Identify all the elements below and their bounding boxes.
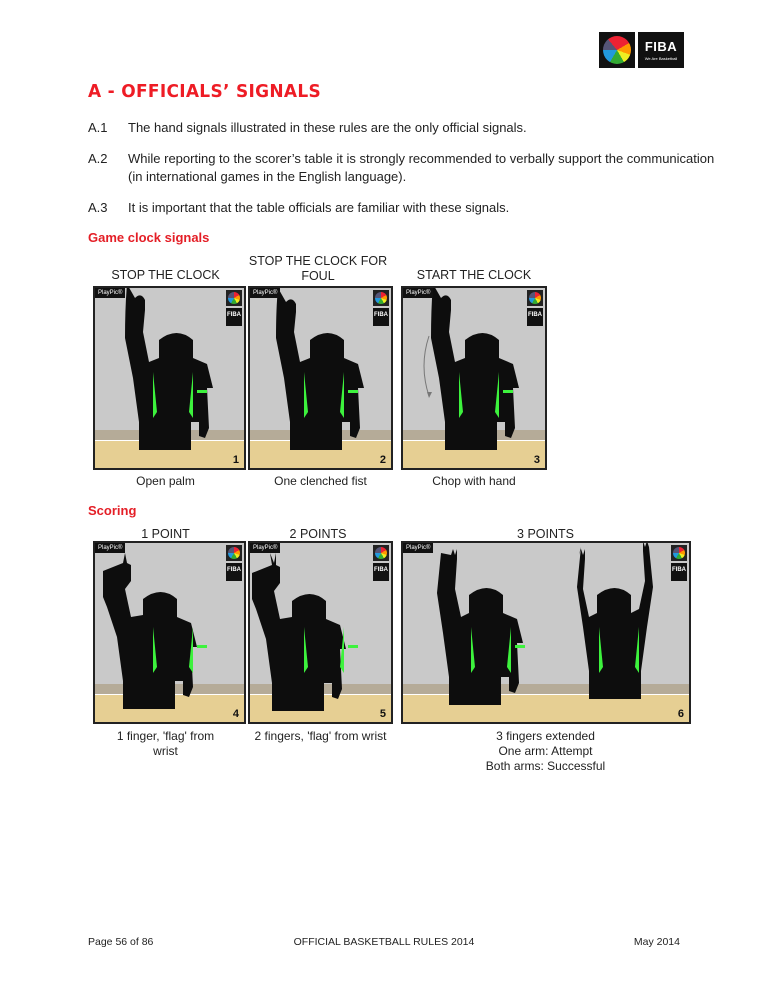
signal-image-1: [93, 286, 246, 470]
referee-silhouette-icon: [403, 288, 545, 468]
playpic-watermark: PlayPic®: [403, 543, 433, 553]
signal-number: 1: [232, 454, 239, 466]
fiba-wordmark: FIBA We Are Basketball: [638, 32, 684, 68]
signal-title-4: 1 POINT: [141, 527, 190, 541]
basketball-logo-icon: [599, 32, 635, 68]
signal-number: 3: [533, 454, 540, 466]
playpic-watermark: PlayPic®: [250, 288, 280, 298]
section-heading-scoring: Scoring: [88, 503, 137, 518]
fiba-logo: [599, 32, 685, 68]
footer-date: May 2014: [633, 936, 680, 948]
signal-caption-6: 3 fingers extended One arm: Attempt Both arms: Successful: [485, 729, 606, 773]
referee-silhouette-icon: [250, 543, 391, 722]
footer-page-number: Page 56 of 86: [88, 936, 154, 948]
section-heading-game-clock: Game clock signals: [88, 230, 210, 245]
playpic-watermark: PlayPic®: [250, 543, 280, 553]
page-title: A - OFFICIALS’ SIGNALS: [88, 81, 322, 103]
signal-caption-4: 1 finger, 'flag' from wrist: [116, 729, 215, 758]
fiba-badge-icon: FIBA: [671, 545, 687, 581]
signal-title-2: STOP THE CLOCK FOR FOUL: [248, 254, 388, 283]
referee-silhouette-icon: [95, 543, 244, 722]
signal-number: 2: [379, 454, 386, 466]
signal-number: 6: [677, 708, 684, 720]
footer-title: OFFICIAL BASKETBALL RULES 2014: [293, 936, 475, 948]
signal-image-6: [401, 541, 691, 724]
playpic-watermark: PlayPic®: [95, 543, 125, 553]
referee-silhouette-icon: [250, 288, 391, 468]
referee-silhouette-icon: [95, 288, 244, 468]
signal-title-6: 3 POINTS: [517, 527, 574, 541]
signal-caption-5: 2 fingers, 'flag' from wrist: [254, 729, 387, 743]
signal-number: 5: [379, 708, 386, 720]
fiba-badge-icon: FIBA: [373, 290, 389, 326]
fiba-badge-icon: FIBA: [373, 545, 389, 581]
playpic-watermark: PlayPic®: [95, 288, 125, 298]
signal-caption-1: Open palm: [136, 474, 195, 488]
signal-image-4: [93, 541, 246, 724]
fiba-badge-icon: FIBA: [527, 290, 543, 326]
fiba-badge-icon: FIBA: [226, 290, 242, 326]
signal-title-1: STOP THE CLOCK: [111, 268, 220, 282]
referee-silhouettes-icon: [403, 543, 689, 722]
signal-title-5: 2 POINTS: [289, 527, 347, 541]
playpic-watermark: PlayPic®: [403, 288, 433, 298]
signal-title-3: START THE CLOCK: [416, 268, 532, 282]
fiba-badge-icon: FIBA: [226, 545, 242, 581]
signal-image-3: [401, 286, 547, 470]
signal-caption-2: One clenched fist: [274, 474, 367, 488]
signal-number: 4: [232, 708, 239, 720]
signal-caption-3: Chop with hand: [432, 474, 516, 488]
signal-image-5: [248, 541, 393, 724]
signal-image-2: [248, 286, 393, 470]
